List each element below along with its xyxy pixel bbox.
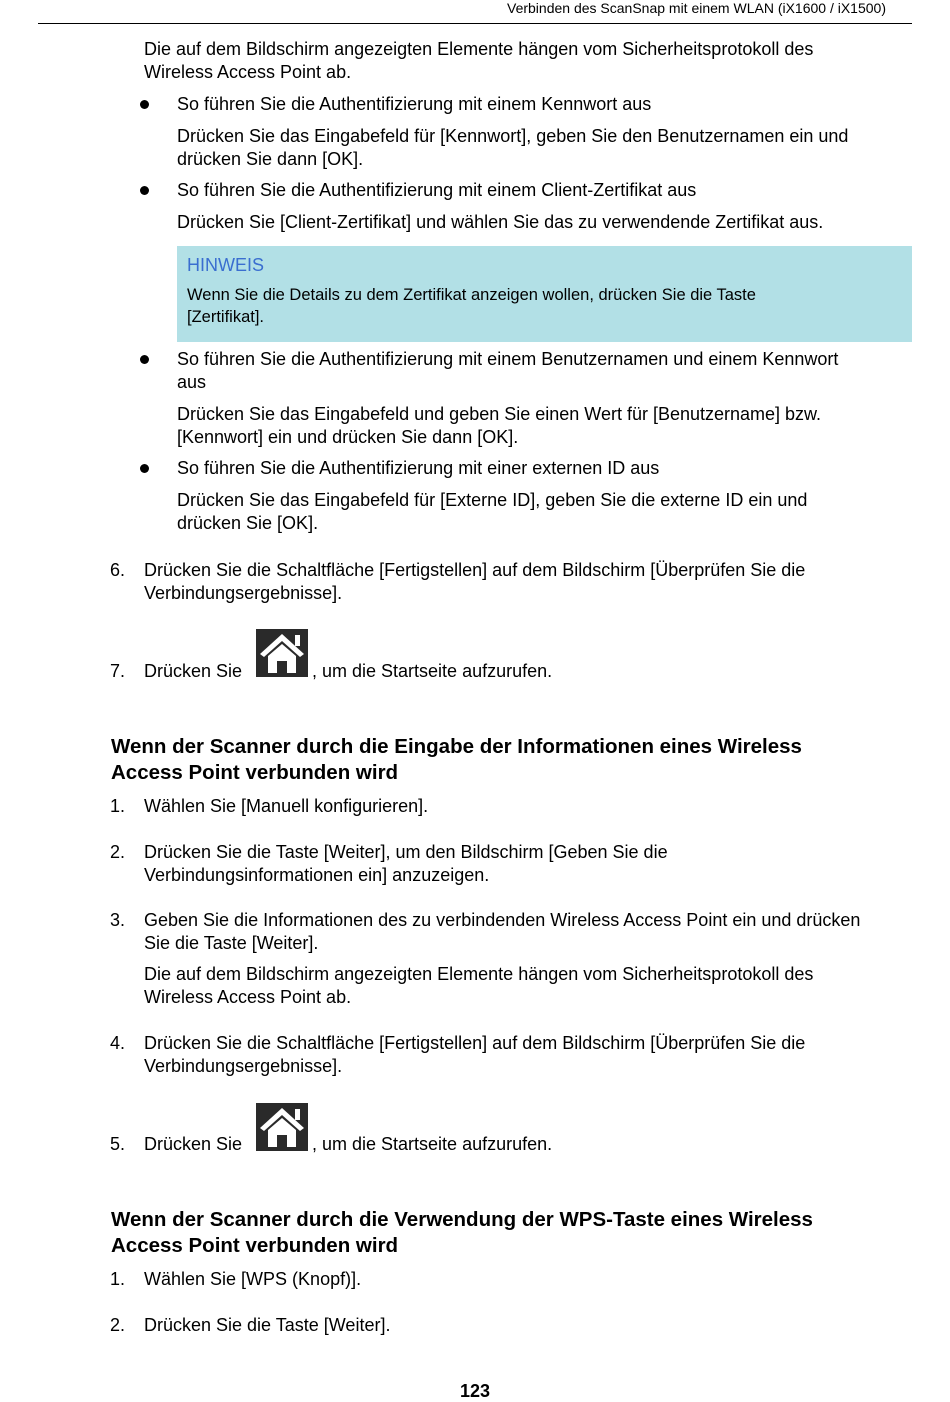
step-number: 6. xyxy=(110,560,126,580)
bullet-body: Drücken Sie das Eingabefeld für [Externe ID], geben Sie die externe ID ein und drücken Sie [OK]. xyxy=(177,490,808,533)
running-header: Verbinden des ScanSnap mit einem WLAN (iX1600 / iX1500) xyxy=(507,0,886,16)
bullet-title: So führen Sie die Authentifizierung mit einem Client-Zertifikat aus xyxy=(177,180,697,200)
step-text: Wählen Sie [Manuell konfigurieren]. xyxy=(144,796,429,816)
bullet-dot xyxy=(140,355,149,364)
step-text: Drücken Sie die Schaltfläche [Fertigstellen] auf dem Bildschirm [Überprüfen Sie die Verbindungsergebnisse]. xyxy=(144,560,806,603)
step-number: 1. xyxy=(110,796,126,816)
step-number: 3. xyxy=(110,910,126,930)
step-number: 1. xyxy=(110,1269,126,1289)
step-number: 2. xyxy=(110,842,126,862)
bullet-dot xyxy=(140,100,149,109)
step-number: 7. xyxy=(110,661,126,681)
home-icon xyxy=(256,629,308,677)
step-text: Drücken Sie die Taste [Weiter], um den Bildschirm [Geben Sie die Verbindungsinformationen ein] anzuzeigen. xyxy=(144,842,668,885)
bullet-title: So führen Sie die Authentifizierung mit einem Kennwort aus xyxy=(177,94,652,114)
step-number: 2. xyxy=(110,1315,126,1335)
bullet-title: So führen Sie die Authentifizierung mit einer externen ID aus xyxy=(177,458,660,478)
bullet-title: So führen Sie die Authentifizierung mit einem Benutzernamen und einem Kennwort aus xyxy=(177,349,839,392)
header-divider xyxy=(38,23,912,24)
note-title: HINWEIS xyxy=(187,255,265,275)
bullet-body: Drücken Sie [Client-Zertifikat] und wählen Sie das zu verwendende Zertifikat aus. xyxy=(177,212,824,232)
step-text: Drücken Sie xyxy=(144,661,243,681)
step-note-text: Die auf dem Bildschirm angezeigten Elemente hängen vom Sicherheitsprotokoll des Wireless Access Point ab. xyxy=(144,964,814,1007)
bullet-body: Drücken Sie das Eingabefeld und geben Sie einen Wert für [Benutzername] bzw. [Kennwort] ein und drücken Sie dann [OK]. xyxy=(177,404,822,447)
step-number: 5. xyxy=(110,1134,126,1154)
note-box xyxy=(177,246,912,342)
step-text: Drücken Sie xyxy=(144,1134,243,1154)
step-text: Drücken Sie die Taste [Weiter]. xyxy=(144,1315,391,1335)
section-heading: Wenn der Scanner durch die Eingabe der Informationen eines Wireless Access Point verbunden wird xyxy=(111,735,802,784)
step-number: 4. xyxy=(110,1033,126,1053)
step-text: Wählen Sie [WPS (Knopf)]. xyxy=(144,1269,362,1289)
intro-text: Die auf dem Bildschirm angezeigten Elemente hängen vom Sicherheitsprotokoll des Wireless Access Point ab. xyxy=(144,39,814,82)
bullet-dot xyxy=(140,186,149,195)
note-body: Wenn Sie die Details zu dem Zertifikat anzeigen wollen, drücken Sie die Taste [Zertifikat]. xyxy=(187,286,756,326)
section-heading: Wenn der Scanner durch die Verwendung der WPS-Taste eines Wireless Access Point verbunden wird xyxy=(111,1208,813,1257)
bullet-body: Drücken Sie das Eingabefeld für [Kennwort], geben Sie den Benutzernamen ein und drücken Sie dann [OK]. xyxy=(177,126,849,169)
page-number: 123 xyxy=(459,1381,491,1401)
step-text: Drücken Sie die Schaltfläche [Fertigstellen] auf dem Bildschirm [Überprüfen Sie die Verbindungsergebnisse]. xyxy=(144,1033,806,1076)
step-text: , um die Startseite aufzurufen. xyxy=(312,1134,553,1154)
step-text: , um die Startseite aufzurufen. xyxy=(312,661,553,681)
step-text: Geben Sie die Informationen des zu verbindenden Wireless Access Point ein und drücken Sie die Taste [Weiter]. xyxy=(144,910,861,953)
home-icon xyxy=(256,1103,308,1151)
bullet-dot xyxy=(140,464,149,473)
